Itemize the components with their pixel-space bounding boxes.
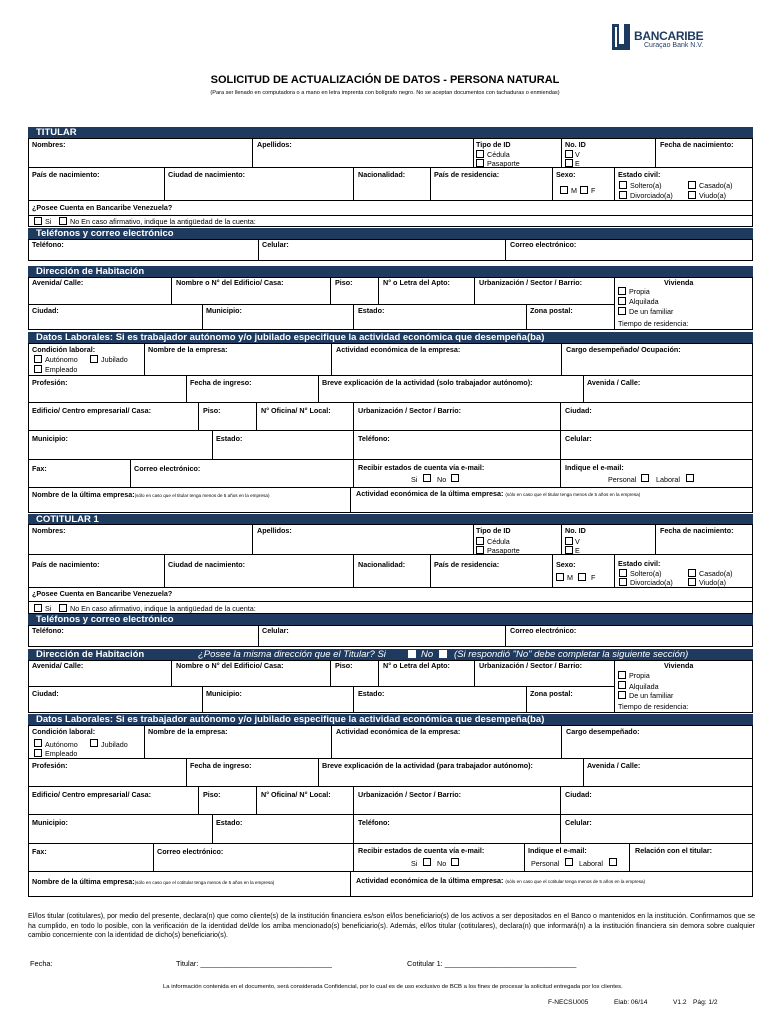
municipio2-label: Municipio: (32, 434, 68, 443)
v-label: V (575, 150, 580, 159)
cuenta-no-label: No En caso afirmativo, indique la antigüedad de la cuenta: (70, 217, 256, 226)
alquilada-label: Alquilada (629, 297, 659, 306)
declaration-text: El/los titular (cotitulares), por medio del presente, declara(n) que como cliente(s) de la institución financiera es/son el/los beneficiario(s) de los activos a ser depositados en el Banco o mantenidos en la institución. Confirmamos que se ha cumplido, en todo lo posible, con la verificación de la identidad del/de los arriba mencionado(s) beneficiario(s). Además, el/los titular (cotitulares), declara(n) que informará(n) a la institución financiera sin demora sobre cualquier cambio concerniente con la identidad de dicho(s) beneficiario(s). (28, 913, 755, 939)
co-divorciado-label: Divorciado(a) (630, 578, 673, 587)
co-ciudad-label: Ciudad: (32, 689, 59, 698)
co-piso-label: Piso: (335, 661, 353, 670)
co-cuenta-si-label: Si (45, 604, 52, 613)
co-municipio-label: Municipio: (206, 689, 242, 698)
co-urbanizacion-label: Urbanización / Sector / Barrio: (479, 661, 583, 670)
co-municipio2-label: Municipio: (32, 818, 68, 827)
sexo-label: Sexo: (556, 170, 576, 179)
co-alquilada-checkbox[interactable] (618, 681, 626, 689)
edificio-label: Nombre o N° del Edificio/ Casa: (176, 278, 284, 287)
direccion-header: Dirección de Habitación (28, 266, 753, 277)
co-nombre-empresa-label: Nombre de la empresa: (148, 727, 228, 736)
co-jubilado-checkbox[interactable] (90, 739, 98, 747)
cotitular-header: COTITULAR 1 (28, 514, 753, 525)
co-nombres-label: Nombres: (32, 526, 66, 535)
viudo-label: Viudo(a) (699, 191, 727, 200)
soltero-checkbox[interactable] (619, 181, 627, 189)
co-viudo-label: Viudo(a) (699, 578, 727, 587)
co-tiempo-res-label: Tiempo de residencia: (618, 702, 689, 711)
co-soltero-label: Soltero(a) (630, 569, 662, 578)
tipo-id-label: Tipo de ID (476, 140, 511, 149)
logo-mark-icon (610, 22, 632, 52)
co-actividad-empresa-label: Actividad económica de la empresa: (336, 727, 461, 736)
correo2-label: Correo electrónico: (134, 464, 201, 473)
e-checkbox[interactable] (565, 159, 573, 167)
ciudad2-label: Ciudad: (565, 406, 592, 415)
co-casado-checkbox[interactable] (688, 569, 696, 577)
cotitular-signature: Cotitular 1: ________________________________ (407, 959, 577, 968)
logo-brand: BANCARIBE (634, 29, 704, 43)
casado-checkbox[interactable] (688, 181, 696, 189)
alquilada-checkbox[interactable] (618, 297, 626, 305)
cedula-label: Cédula (487, 150, 510, 159)
misma-direccion-si-checkbox[interactable] (408, 650, 416, 658)
co-urbanizacion2-label: Urbanización / Sector / Barrio: (358, 790, 462, 799)
divorciado-checkbox[interactable] (619, 191, 627, 199)
co-cedula-checkbox[interactable] (476, 537, 484, 545)
casado-label: Casado(a) (699, 181, 733, 190)
co-familiar-checkbox[interactable] (618, 691, 626, 699)
co-apto-label: N° o Letra del Apto: (383, 661, 450, 670)
co-pais-res-label: País de residencia: (434, 560, 500, 569)
co-recibir-si-checkbox[interactable] (423, 858, 431, 866)
recibir-si-label: Si (411, 475, 418, 484)
co-jubilado-label: Jubilado (101, 740, 128, 749)
familiar-checkbox[interactable] (618, 307, 626, 315)
co-correo-label: Correo electrónico: (510, 626, 577, 635)
co-fax-label: Fax: (32, 847, 47, 856)
co-actividad-ultima-label: Actividad económica de la última empresa: (sólo en caso que el cotitular tenga menos de 5 años en la empresa) (356, 876, 646, 885)
co-v-label: V (575, 537, 580, 546)
co-casado-label: Casado(a) (699, 569, 733, 578)
co-recibir-no-label: No (437, 859, 447, 868)
tiempo-res-label: Tiempo de residencia: (618, 319, 689, 328)
co-fecha-nac-label: Fecha de nacimiento: (660, 526, 734, 535)
co-estado2-label: Estado: (216, 818, 243, 827)
co-propia-label: Propia (629, 671, 650, 680)
cargo-ocupacion-label: Cargo desempeñado/ Ocupación: (566, 345, 681, 354)
co-sexo-label: Sexo: (556, 560, 576, 569)
recibir-no-checkbox[interactable] (451, 474, 459, 482)
co-nacionalidad-label: Nacionalidad: (358, 560, 406, 569)
recibir-si-checkbox[interactable] (423, 474, 431, 482)
nombres-label: Nombres: (32, 140, 66, 149)
m-label: M (571, 186, 577, 195)
co-autonomo-checkbox[interactable] (34, 739, 42, 747)
co-cargo-label: Cargo desempeñado: (566, 727, 640, 736)
v-checkbox[interactable] (565, 150, 573, 158)
fecha-signature: Fecha: (30, 959, 53, 968)
co-v-checkbox[interactable] (565, 537, 573, 545)
piso2-label: Piso: (203, 406, 221, 415)
co-ciudad-nac-label: Ciudad de nacimiento: (168, 560, 246, 569)
co-pasaporte-label: Pasaporte (487, 546, 520, 555)
co-direccion-header: Dirección de Habitación ¿Posee la misma dirección que el Titular? Si No (Si respondió "No" debe completar la siguiente sección) (28, 649, 753, 660)
co-recibir-no-checkbox[interactable] (451, 858, 459, 866)
co-m-checkbox[interactable] (556, 573, 564, 581)
co-recibir-label: Recibir estados de cuenta vía e-mail: (358, 846, 485, 855)
edificio2-label: Edificio/ Centro empresarial/ Casa: (32, 406, 152, 415)
no-id-label: No. ID (565, 140, 586, 149)
municipio-label: Municipio: (206, 306, 242, 315)
vivienda-label: Vivienda (664, 278, 694, 287)
co-telefonos-header: Teléfonos y correo electrónico (28, 614, 753, 625)
co-estado-civil-label: Estado civil: (618, 559, 661, 568)
apto-label: N° o Letra del Apto: (383, 278, 450, 287)
actividad-ultima-label: Actividad económica de la última empresa: (sólo en caso que el titular tenga menos de 5 años en la empresa) (356, 489, 641, 498)
co-cuenta-si-checkbox[interactable] (34, 604, 42, 612)
co-empleado-label: Empleado (45, 749, 78, 758)
form-code: F-NECSU005 (548, 999, 589, 1006)
co-alquilada-label: Alquilada (629, 682, 659, 691)
ciudad-label: Ciudad: (32, 306, 59, 315)
co-m-label: M (567, 573, 573, 582)
co-correo2-label: Correo electrónico: (157, 847, 224, 856)
cedula-checkbox[interactable] (476, 150, 484, 158)
nombre-empresa-label: Nombre de la empresa: (148, 345, 228, 354)
co-avenida-label: Avenida/ Calle: (32, 661, 84, 670)
estado-label: Estado: (358, 306, 385, 315)
laboral-label: Laboral (656, 475, 680, 484)
viudo-checkbox[interactable] (688, 191, 696, 199)
co-oficina-label: N° Oficina/ N° Local: (261, 790, 331, 799)
propia-label: Propia (629, 287, 650, 296)
jubilado-checkbox[interactable] (90, 355, 98, 363)
nacionalidad-label: Nacionalidad: (358, 170, 406, 179)
estado2-label: Estado: (216, 434, 243, 443)
co-personal-checkbox[interactable] (565, 858, 573, 866)
pasaporte-label: Pasaporte (487, 159, 520, 168)
co-personal-label: Personal (531, 859, 560, 868)
recibir-no-label: No (437, 475, 447, 484)
co-tipo-id-label: Tipo de ID (476, 526, 511, 535)
oficina-label: N° Oficina/ N° Local: (261, 406, 331, 415)
co-ciudad2-label: Ciudad: (565, 790, 592, 799)
laboral-checkbox[interactable] (686, 474, 694, 482)
co-e-checkbox[interactable] (565, 546, 573, 554)
divorciado-label: Divorciado(a) (630, 191, 673, 200)
personal-checkbox[interactable] (641, 474, 649, 482)
misma-direccion-note: (Si respondió "No" debe completar la siguiente sección) (454, 649, 689, 660)
page-title: SOLICITUD DE ACTUALIZACIÓN DE DATOS - PERSONA NATURAL (210, 74, 560, 86)
co-estado-label: Estado: (358, 689, 385, 698)
cuenta-si-checkbox[interactable] (34, 217, 42, 225)
co-viudo-checkbox[interactable] (688, 578, 696, 586)
co-celular2-label: Celular: (565, 818, 592, 827)
co-telefono-label: Teléfono: (32, 626, 64, 635)
e-label: E (575, 159, 580, 168)
co-celular-label: Celular: (262, 626, 289, 635)
co-autonomo-label: Autónomo (45, 740, 78, 749)
telefono-label: Teléfono: (32, 240, 64, 249)
cuenta-si-label: Si (45, 217, 52, 226)
titular-signature: Titular: ________________________________ (176, 959, 332, 968)
laborales-header: Datos Laborales: Si es trabajador autónomo y/o jubilado especifique la actividad económica que desempeña(ba) (28, 332, 753, 343)
f-checkbox[interactable] (580, 186, 588, 194)
co-vivienda-label: Vivienda (664, 661, 694, 670)
piso-label: Piso: (335, 278, 353, 287)
form-version: V1.2 (673, 999, 687, 1006)
co-avenida2-label: Avenida / Calle: (587, 761, 641, 770)
form-elab: Elab: 06/14 (614, 999, 648, 1006)
co-fecha-ingreso-label: Fecha de ingreso: (190, 761, 252, 770)
celular2-label: Celular: (565, 434, 592, 443)
empleado-label: Empleado (45, 365, 78, 374)
condicion-label: Condición laboral: (32, 345, 96, 354)
apellidos-label: Apellidos: (257, 140, 292, 149)
co-e-label: E (575, 546, 580, 555)
m-checkbox[interactable] (560, 186, 568, 194)
co-propia-checkbox[interactable] (618, 671, 626, 679)
familiar-label: De un familiar (629, 307, 674, 316)
fax-label: Fax: (32, 464, 47, 473)
estado-civil-label: Estado civil: (618, 170, 661, 179)
misma-direccion-question: ¿Posee la misma dirección que el Titular? Si (198, 649, 386, 660)
zona-postal-label: Zona postal: (530, 306, 573, 315)
propia-checkbox[interactable] (618, 287, 626, 295)
co-f-checkbox[interactable] (578, 573, 586, 581)
actividad-empresa-label: Actividad económica de la empresa: (336, 345, 461, 354)
logo-subtitle: Curaçao Bank N.V. (644, 42, 704, 49)
co-laboral-label: Laboral (579, 859, 603, 868)
pais-res-label: País de residencia: (434, 170, 500, 179)
misma-direccion-no-checkbox[interactable] (439, 650, 447, 658)
co-pasaporte-checkbox[interactable] (476, 546, 484, 554)
cuenta-no-checkbox[interactable] (59, 217, 67, 225)
avenida2-label: Avenida / Calle: (587, 378, 641, 387)
pais-nac-label: País de nacimiento: (32, 170, 100, 179)
soltero-label: Soltero(a) (630, 181, 662, 190)
autonomo-label: Autónomo (45, 355, 78, 364)
co-condicion-label: Condición laboral: (32, 727, 96, 736)
correo-label: Correo electrónico: (510, 240, 577, 249)
empleado-checkbox[interactable] (34, 365, 42, 373)
co-ultima-empresa-label: Nombre de la última empresa:(sólo en caso que el cotitular tenga menos de 5 años en la empresa) (32, 877, 275, 886)
co-zona-postal-label: Zona postal: (530, 689, 573, 698)
co-apellidos-label: Apellidos: (257, 526, 292, 535)
jubilado-label: Jubilado (101, 355, 128, 364)
co-indique-label: Indique el e-mail: (528, 846, 587, 855)
co-cuenta-no-label: No En caso afirmativo, indique la antigüedad de la cuenta: (70, 604, 256, 613)
co-telefono2-label: Teléfono: (358, 818, 390, 827)
celular-label: Celular: (262, 240, 289, 249)
urbanizacion2-label: Urbanización / Sector / Barrio: (358, 406, 462, 415)
titular-header: TITULAR (28, 127, 753, 138)
co-laborales-header: Datos Laborales: Si es trabajador autónomo y/o jubilado especifique la actividad económica que desempeña(ba) (28, 714, 753, 725)
telefono2-label: Teléfono: (358, 434, 390, 443)
posee-cuenta-label: ¿Posee Cuenta en Bancaribe Venezuela? (32, 203, 173, 212)
pasaporte-checkbox[interactable] (476, 159, 484, 167)
co-profesion-label: Profesión: (32, 761, 68, 770)
co-f-label: F (591, 573, 596, 582)
breve-label: Breve explicación de la actividad (solo trabajador autónomo): (322, 378, 533, 387)
co-edificio-label: Nombre o N° del Edificio/ Casa: (176, 661, 284, 670)
co-breve-label: Breve explicación de la actividad (para trabajador autónomo): (322, 761, 533, 770)
co-piso2-label: Piso: (203, 790, 221, 799)
f-label: F (591, 186, 596, 195)
bank-logo (610, 20, 730, 56)
personal-label: Personal (608, 475, 637, 484)
co-soltero-checkbox[interactable] (619, 569, 627, 577)
telefonos-header: Teléfonos y correo electrónico (28, 228, 753, 239)
relacion-label: Relación con el titular: (635, 846, 713, 855)
fecha-nac-label: Fecha de nacimiento: (660, 140, 734, 149)
form-page: Pág: 1/2 (693, 999, 718, 1006)
co-posee-cuenta-label: ¿Posee Cuenta en Bancaribe Venezuela? (32, 589, 173, 598)
co-no-id-label: No. ID (565, 526, 586, 535)
co-familiar-label: De un familiar (629, 691, 674, 700)
page-subtitle: (Para ser llenado en computadora o a mano en letra imprenta con bolígrafo negro. No se aceptan documentos con tachaduras o enmiendas) (210, 90, 560, 96)
co-recibir-si-label: Si (411, 859, 418, 868)
ultima-empresa-label: Nombre de la última empresa:(sólo en caso que el titular tenga menos de 5 años en la empresa) (32, 490, 270, 499)
urbanizacion-label: Urbanización / Sector / Barrio: (479, 278, 583, 287)
misma-direccion-no-label: No (421, 649, 434, 660)
profesion-label: Profesión: (32, 378, 68, 387)
co-laboral-checkbox[interactable] (609, 858, 617, 866)
co-divorciado-checkbox[interactable] (619, 578, 627, 586)
confidential-note: La información contenida en el documento, será considerada Confidencial, por lo cual es de uso exclusivo de BCB a los fines de procesar la solicitud entregada por los clientes. (163, 984, 623, 990)
autonomo-checkbox[interactable] (34, 355, 42, 363)
fecha-ingreso-label: Fecha de ingreso: (190, 378, 252, 387)
co-cuenta-no-checkbox[interactable] (59, 604, 67, 612)
co-edificio2-label: Edificio/ Centro empresarial/ Casa: (32, 790, 152, 799)
co-pais-nac-label: País de nacimiento: (32, 560, 100, 569)
indique-label: Indique el e-mail: (565, 463, 624, 472)
avenida-label: Avenida/ Calle: (32, 278, 84, 287)
recibir-label: Recibir estados de cuenta vía e-mail: (358, 463, 485, 472)
co-cedula-label: Cédula (487, 537, 510, 546)
ciudad-nac-label: Ciudad de nacimiento: (168, 170, 246, 179)
co-empleado-checkbox[interactable] (34, 749, 42, 757)
